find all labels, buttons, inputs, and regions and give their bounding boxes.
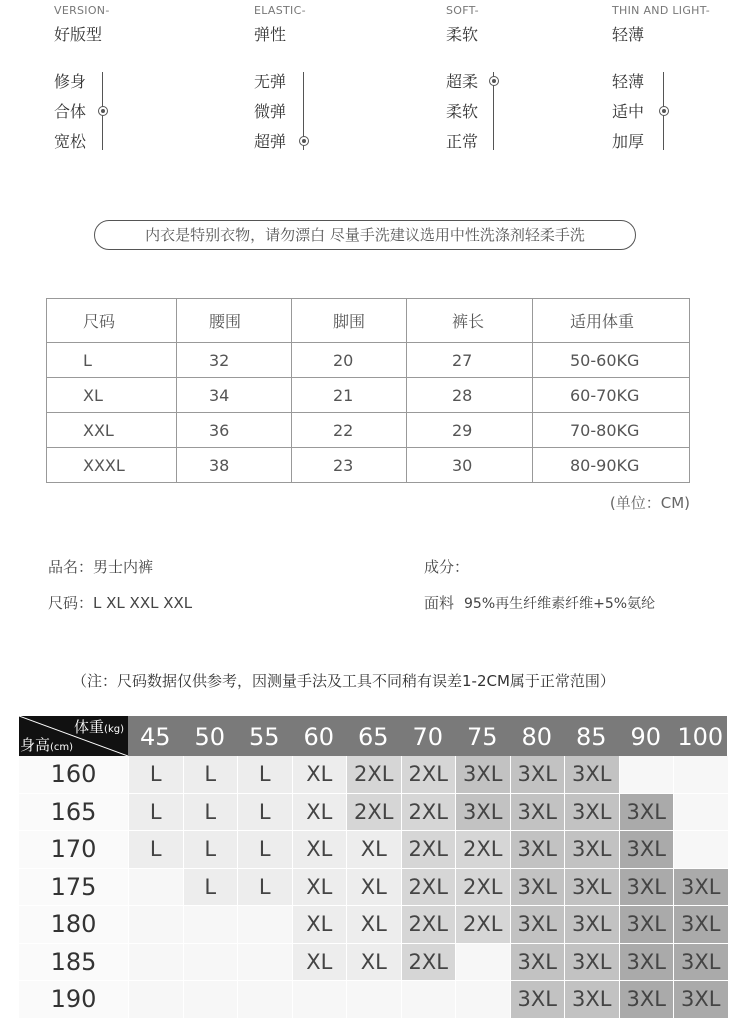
attribute-option: 无弹 xyxy=(254,72,287,91)
weight-column-header: 65 xyxy=(357,723,389,751)
cell-length: 30 xyxy=(407,448,533,483)
col-leg: 脚围 xyxy=(292,299,407,343)
measurement-note: （注：尺码数据仅供参考，因测量手法及工具不同稍有误差1-2CM属于正常范围） xyxy=(72,672,615,690)
weight-column-header: 100 xyxy=(677,723,724,751)
size-table xyxy=(46,298,690,483)
col-weight: 适用体重 xyxy=(533,299,690,343)
size-chart-cell xyxy=(456,981,510,1018)
height-row-label: 165 xyxy=(19,794,128,831)
size-chart-cell xyxy=(674,756,728,793)
size-chart-cell: 3XL xyxy=(565,906,619,943)
care-notice: 内衣是特别衣物，请勿漂白 尽量手洗建议选用中性洗涤剂轻柔手洗 xyxy=(94,220,636,250)
size-chart-cell: XL xyxy=(293,869,347,906)
attribute-option: 超柔 xyxy=(446,72,479,91)
size-chart-cell: 3XL xyxy=(565,869,619,906)
size-chart-cell: XL xyxy=(293,831,347,868)
size-chart-cell: XL xyxy=(347,869,401,906)
weight-header: 体重(kg) xyxy=(74,718,124,736)
cell-length: 28 xyxy=(407,378,533,413)
attribute-option: 微弹 xyxy=(254,102,287,121)
col-size: 尺码 xyxy=(47,299,177,343)
size-chart-corner xyxy=(19,716,128,756)
attribute-english-title: VERSION- xyxy=(54,4,110,17)
size-chart-cell: 3XL xyxy=(511,906,565,943)
size-chart-cell xyxy=(674,794,728,831)
size-chart-cell: 3XL xyxy=(674,944,728,981)
height-row-label: 175 xyxy=(19,869,128,906)
cell-waist: 32 xyxy=(177,343,292,378)
size-chart-cell: 3XL xyxy=(620,906,674,943)
attribute-option: 轻薄 xyxy=(612,72,645,91)
size-chart-cell: 2XL xyxy=(347,794,401,831)
size-chart-cell: 3XL xyxy=(565,756,619,793)
size-chart-cell xyxy=(129,906,183,943)
size-chart-cell: 3XL xyxy=(620,981,674,1018)
size-chart-cell: 2XL xyxy=(402,794,456,831)
height-header: 身高(cm) xyxy=(20,736,74,754)
selected-marker-icon xyxy=(299,136,309,146)
height-row-label: 185 xyxy=(19,944,128,981)
cell-leg: 22 xyxy=(292,413,407,448)
col-length: 裤长 xyxy=(407,299,533,343)
attribute-english-title: THIN AND LIGHT- xyxy=(612,4,711,17)
size-chart-cell: L xyxy=(238,869,292,906)
cell-waist: 36 xyxy=(177,413,292,448)
composition-label: 成分： xyxy=(424,558,470,576)
size-chart-cell xyxy=(402,981,456,1018)
size-chart-cell xyxy=(184,944,238,981)
product-size-row xyxy=(48,592,192,613)
height-row-label: 180 xyxy=(19,906,128,943)
size-chart-cell: 2XL xyxy=(402,944,456,981)
size-chart-cell xyxy=(620,756,674,793)
size-chart-cell: XL xyxy=(347,831,401,868)
size-chart-cell: L xyxy=(184,794,238,831)
attribute-option: 合体 xyxy=(54,102,87,121)
selected-marker-icon xyxy=(659,106,669,116)
size-chart-cell: 3XL xyxy=(565,944,619,981)
size-chart-cell: L xyxy=(238,756,292,793)
cell-weight: 70-80KG xyxy=(533,413,690,448)
size-chart-cell: 3XL xyxy=(511,981,565,1018)
selected-marker-icon xyxy=(489,76,499,86)
product-name-row xyxy=(48,556,153,577)
selected-marker-icon xyxy=(98,106,108,116)
weight-column-header: 90 xyxy=(630,723,662,751)
cell-weight: 60-70KG xyxy=(533,378,690,413)
size-chart-cell xyxy=(293,981,347,1018)
size-chart-cell: L xyxy=(129,794,183,831)
product-name: 男士内裤 xyxy=(93,558,154,576)
cell-weight: 80-90KG xyxy=(533,448,690,483)
size-chart-cell xyxy=(129,944,183,981)
size-chart-cell: 2XL xyxy=(402,906,456,943)
cell-leg: 20 xyxy=(292,343,407,378)
attribute-title: 轻薄 xyxy=(612,25,645,44)
size-chart-cell: 2XL xyxy=(402,869,456,906)
weight-column-header: 85 xyxy=(575,723,607,751)
size-chart-cell: 3XL xyxy=(511,794,565,831)
size-chart-cell: XL xyxy=(347,944,401,981)
cell-length: 27 xyxy=(407,343,533,378)
size-chart-cell: 3XL xyxy=(511,831,565,868)
size-chart-cell xyxy=(238,944,292,981)
size-chart-cell: 3XL xyxy=(620,944,674,981)
size-chart-cell: 3XL xyxy=(456,756,510,793)
size-chart-cell: 3XL xyxy=(565,794,619,831)
size-chart-cell: 2XL xyxy=(402,756,456,793)
size-table-header xyxy=(47,299,690,343)
cell-size: XXXL xyxy=(47,448,177,483)
size-chart-cell: XL xyxy=(293,906,347,943)
size-chart-cell xyxy=(129,981,183,1018)
table-row xyxy=(47,448,690,483)
fabric-label: 面料 xyxy=(424,594,455,612)
product-sizes: L XL XXL XXL xyxy=(93,594,193,612)
size-chart-cell: 3XL xyxy=(620,869,674,906)
attribute-title: 好版型 xyxy=(54,25,103,44)
size-chart-cell: 2XL xyxy=(456,869,510,906)
size-chart-cell: L xyxy=(129,831,183,868)
cell-size: XL xyxy=(47,378,177,413)
height-row-label: 160 xyxy=(19,756,128,793)
weight-column-header: 45 xyxy=(139,723,171,751)
size-chart-cell: 3XL xyxy=(565,981,619,1018)
size-chart-cell: L xyxy=(184,869,238,906)
size-chart-cell: 3XL xyxy=(511,944,565,981)
size-chart-cell: 3XL xyxy=(620,794,674,831)
attribute-english-title: SOFT- xyxy=(446,4,479,17)
size-chart-cell xyxy=(184,906,238,943)
size-chart-cell: 3XL xyxy=(674,906,728,943)
weight-column-header: 75 xyxy=(466,723,498,751)
fabric-value: 95%再生纤维素纤维+5%氨纶 xyxy=(464,596,656,612)
size-chart-cell: XL xyxy=(347,906,401,943)
size-chart-cell: XL xyxy=(293,756,347,793)
size-chart-cell: L xyxy=(129,756,183,793)
height-row-label: 170 xyxy=(19,831,128,868)
cell-leg: 21 xyxy=(292,378,407,413)
attribute-title: 弹性 xyxy=(254,25,287,44)
attribute-option: 超弹 xyxy=(254,132,287,151)
height-row-label: 190 xyxy=(19,981,128,1018)
weight-column-header: 55 xyxy=(248,723,280,751)
product-size-label: 尺码： xyxy=(48,594,94,612)
attribute-title: 柔软 xyxy=(446,25,479,44)
weight-column-header: 50 xyxy=(194,723,226,751)
col-waist: 腰围 xyxy=(177,299,292,343)
size-chart-cell: 2XL xyxy=(456,906,510,943)
weight-column-header: 60 xyxy=(303,723,335,751)
size-chart-cell: L xyxy=(238,794,292,831)
size-chart-cell: 3XL xyxy=(674,981,728,1018)
size-chart-cell: 3XL xyxy=(511,869,565,906)
attribute-option: 加厚 xyxy=(612,132,645,151)
size-chart-cell: 3XL xyxy=(511,756,565,793)
table-row xyxy=(47,343,690,378)
attribute-option: 柔软 xyxy=(446,102,479,121)
size-chart-cell: 3XL xyxy=(674,869,728,906)
size-chart-cell xyxy=(456,944,510,981)
table-row xyxy=(47,378,690,413)
size-chart-cell: 3XL xyxy=(565,831,619,868)
size-chart-cell: L xyxy=(238,831,292,868)
weight-column-header: 80 xyxy=(521,723,553,751)
size-chart-cell: XL xyxy=(293,944,347,981)
size-chart-cell: 2XL xyxy=(456,831,510,868)
cell-size: XXL xyxy=(47,413,177,448)
cell-waist: 34 xyxy=(177,378,292,413)
cell-length: 29 xyxy=(407,413,533,448)
cell-leg: 23 xyxy=(292,448,407,483)
unit-label: (单位：CM) xyxy=(609,494,690,512)
size-chart-cell: L xyxy=(184,756,238,793)
size-chart-cell xyxy=(184,981,238,1018)
size-chart-cell: 3XL xyxy=(456,794,510,831)
size-chart-cell xyxy=(347,981,401,1018)
size-chart-cell xyxy=(674,831,728,868)
attribute-option: 正常 xyxy=(446,132,479,151)
size-chart-cell xyxy=(238,981,292,1018)
cell-size: L xyxy=(47,343,177,378)
fabric-row xyxy=(424,592,655,613)
cell-weight: 50-60KG xyxy=(533,343,690,378)
attribute-option: 修身 xyxy=(54,72,87,91)
size-chart-cell: 3XL xyxy=(620,831,674,868)
attribute-option: 适中 xyxy=(612,102,645,121)
attribute-english-title: ELASTIC- xyxy=(254,4,306,17)
attribute-option: 宽松 xyxy=(54,132,87,151)
size-chart-cell: XL xyxy=(293,794,347,831)
size-chart-cell: 2XL xyxy=(347,756,401,793)
cell-waist: 38 xyxy=(177,448,292,483)
size-chart-cell: 2XL xyxy=(402,831,456,868)
product-name-label: 品名： xyxy=(48,558,94,576)
size-chart-cell: L xyxy=(184,831,238,868)
table-row xyxy=(47,413,690,448)
size-chart-cell xyxy=(238,906,292,943)
size-chart-cell xyxy=(129,869,183,906)
weight-column-header: 70 xyxy=(412,723,444,751)
